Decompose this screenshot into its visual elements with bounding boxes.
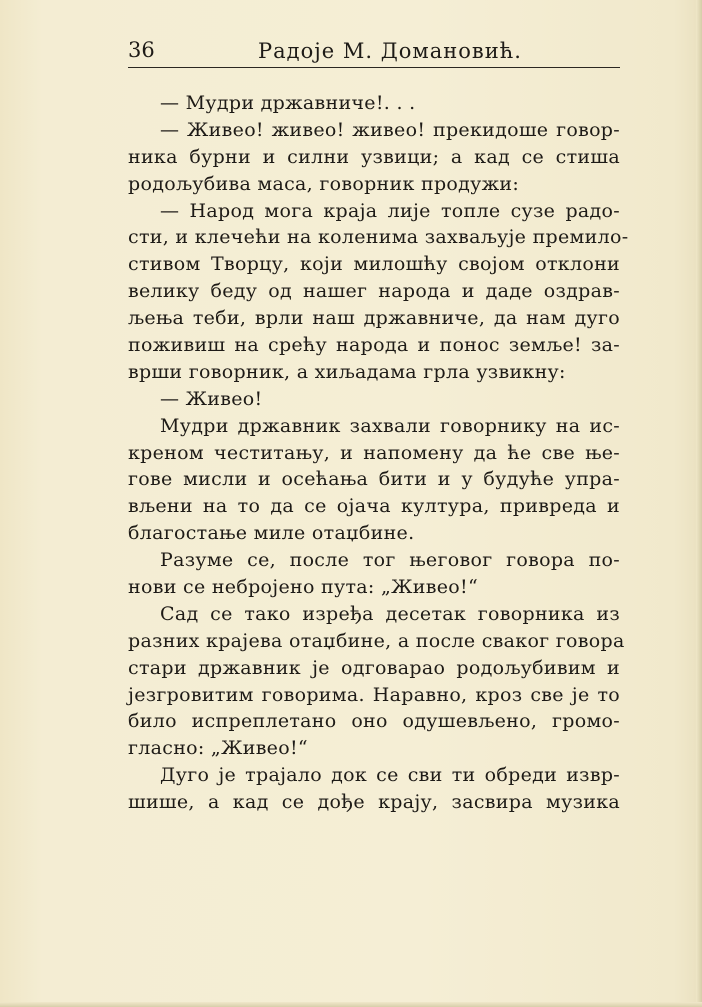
text-line: вљени на то да се ојача култура, привреда и xyxy=(128,495,620,518)
text-line: велику беду од нашег народа и даде оздрав- xyxy=(128,280,620,303)
text-line: гласно: „Живео!“ xyxy=(128,737,308,760)
running-head xyxy=(128,38,620,66)
text-line: врши говорник, а хиљадама грла узвикну: xyxy=(128,360,566,383)
page-edge-right xyxy=(696,0,702,1007)
text-line: разних крајева отаџбине, а после сваког говора xyxy=(128,629,625,652)
page-number: 36 xyxy=(128,38,155,62)
page-edge-bottom xyxy=(0,1002,702,1007)
text-line: стари државник је одговарао родољубивим и xyxy=(128,656,620,679)
text-line: језгровитим говорима. Наравно, кроз све је то xyxy=(128,683,620,706)
text-line: стивом Творцу, који милошћу својом отклони xyxy=(128,253,620,276)
text-line: љења теби, врли наш државниче, да нам дуго xyxy=(128,307,620,330)
running-title: Радоје М. Домановић. xyxy=(258,39,522,63)
text-line: — Живео! xyxy=(160,387,263,410)
text-line: родољубива маса, говорник продужи: xyxy=(128,172,520,195)
text-line: Разуме се, после тог његовог говора по- xyxy=(160,549,620,572)
header-rule xyxy=(128,67,620,68)
text-line: било испреплетано оно одушевљено, громо- xyxy=(128,710,620,733)
text-line: Дуго је трајало док се сви ти обреди извр- xyxy=(160,764,620,787)
text-line: — Мудри државниче!. . . xyxy=(160,92,416,114)
text-line: креном честитању, и напомену да ће све ње- xyxy=(128,441,620,464)
text-line: шише, а кад се дође крају, засвира музика xyxy=(128,791,620,814)
text-line: сти, и клечећи на коленима захваљује премило- xyxy=(128,226,629,249)
text-line: нови се небројено пута: „Живео!“ xyxy=(128,576,478,599)
text-line: благостање миле отаџбине. xyxy=(128,522,415,545)
body-text xyxy=(128,90,629,816)
text-line: поживиш на срећу народа и понос земље! за- xyxy=(128,334,620,357)
text-line: ника бурни и силни узвици; а кад се стиша xyxy=(128,145,620,168)
text-line: — Живео! живео! живео! прекидоше говор- xyxy=(160,118,620,141)
text-line: Мудри државник захвали говорнику на ис- xyxy=(160,414,620,437)
text-line: гове мисли и осећања бити и у будуће упра- xyxy=(128,468,620,491)
text-line: Сад се тако изређа десетак говорника из xyxy=(160,602,620,625)
text-line: — Народ мога краја лије топле сузе радо- xyxy=(160,199,620,222)
